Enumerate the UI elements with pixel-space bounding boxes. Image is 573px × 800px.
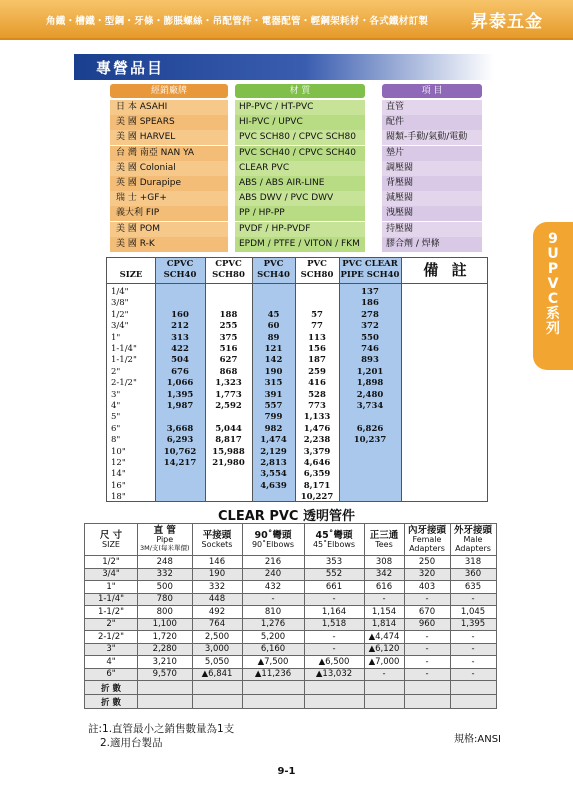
fittings-size-cell: 3" (85, 643, 138, 656)
fittings-value-cell: 9,570 (138, 668, 193, 681)
fittings-header-zh: 正三通 (369, 529, 399, 541)
fittings-value-cell: - (404, 631, 450, 644)
fittings-size-cell: 6" (85, 668, 138, 681)
fittings-header-cell (242, 524, 304, 556)
fittings-size-cell: 1-1/2" (85, 606, 138, 619)
fittings-value-cell: - (450, 668, 496, 681)
fittings-value-cell: ▲7,500 (242, 656, 304, 669)
pipe-value-cell: 156 (308, 344, 326, 354)
clear-pvc-fittings-table (84, 523, 497, 709)
pipe-value-cell: 1,987 (166, 401, 194, 411)
fittings-value-cell: 616 (364, 581, 404, 594)
material-cell: CLEAR PVC (235, 161, 365, 176)
pipe-column-header-line1: CPVC (215, 259, 242, 269)
pipe-size-cell: 6" (111, 423, 121, 434)
fittings-value-cell: 635 (450, 581, 496, 594)
brand-cell: 美 國 R-K (110, 237, 228, 252)
pipe-value-cell: 391 (264, 389, 283, 400)
notes (88, 722, 234, 750)
pipe-value-cell: 893 (361, 355, 379, 366)
fittings-value-cell: 2,280 (138, 643, 193, 656)
pipe-value-cell: 528 (308, 389, 326, 400)
item-cell: 持壓閥 (382, 222, 482, 237)
fittings-header-cell (450, 524, 496, 556)
chapter-side-tab (533, 222, 573, 370)
pipe-column-header (339, 258, 401, 283)
pipe-value-cell: 1,323 (215, 378, 242, 389)
fittings-value-cell: 1,164 (304, 606, 364, 619)
pipe-value-cell: 137 (361, 287, 379, 297)
fittings-value-cell: ▲6,500 (304, 656, 364, 669)
section-title-text: 專營品目 (96, 59, 165, 77)
pipe-value-cell: 372 (361, 321, 379, 332)
fittings-header-zh: 尺 寸 (99, 529, 123, 541)
fittings-value-cell: - (364, 593, 404, 606)
fittings-value-cell: 1,395 (450, 618, 496, 631)
fittings-value-cell: 308 (364, 556, 404, 569)
item-cell: 減壓閥 (382, 191, 482, 206)
fittings-row (85, 581, 497, 594)
fittings-discount-cell (364, 681, 404, 695)
pipe-size-cell: 5" (111, 412, 121, 423)
pipe-column-header-line2: SCH80 (300, 270, 334, 280)
pipe-grid-line (401, 258, 402, 501)
fittings-row (85, 668, 497, 681)
fittings-discount-cell (138, 681, 193, 695)
fittings-value-cell: - (404, 656, 450, 669)
fittings-header-zh: 平接頭 (202, 529, 232, 541)
fittings-value-cell: 2,500 (192, 631, 242, 644)
pipe-size-cell: 1/4" (111, 287, 129, 297)
item-cell: 閥類-手動/氣動/電動 (382, 130, 482, 145)
fittings-value-cell: 1,154 (364, 606, 404, 619)
pipe-size-cell: 10" (111, 446, 126, 457)
fittings-value-cell: 190 (192, 568, 242, 581)
pipe-value-cell: 21,980 (212, 458, 245, 468)
chapter-side-tab-text: 9 U PVC 系列 (546, 231, 560, 337)
pipe-value-cell: 1,898 (356, 378, 384, 389)
spec-label: 規格:ANSI (454, 734, 501, 745)
brand-name: 昇泰五金 (471, 12, 543, 32)
pipe-value-cell: 5,044 (215, 423, 242, 434)
item-cell: 配件 (382, 115, 482, 130)
pipe-size-cell: 16" (111, 480, 126, 491)
fittings-value-cell: 353 (304, 556, 364, 569)
pipe-value-cell: 2,592 (215, 401, 242, 411)
fittings-discount-cell (304, 681, 364, 695)
fittings-discount-cell (242, 695, 304, 709)
fittings-value-cell: - (450, 643, 496, 656)
pipe-value-cell: 3,379 (303, 446, 331, 457)
pipe-value-cell: 60 (267, 321, 280, 332)
pipe-value-cell: 212 (171, 321, 189, 332)
pipe-column-header-line1: PVC (307, 259, 327, 269)
fittings-value-cell: 250 (404, 556, 450, 569)
pipe-value-cell: 45 (267, 309, 280, 320)
pipe-value-cell: 868 (219, 366, 238, 377)
material-cell: ABS DWV / PVC DWV (235, 191, 365, 206)
fittings-header-zh: 90˚彎頭 (254, 529, 292, 541)
fittings-discount-cell (450, 681, 496, 695)
pipe-value-cell: 627 (219, 355, 238, 366)
fittings-discount-label: 折 數 (85, 681, 138, 695)
pipe-column-header-line2: SCH40 (163, 270, 197, 280)
pipe-price-table (106, 257, 488, 502)
fittings-size-cell: 2" (85, 618, 138, 631)
fittings-discount-cell (364, 695, 404, 709)
fittings-value-cell: - (304, 631, 364, 644)
fittings-header-zh: 直 管 (153, 525, 176, 536)
brand-cell: 美 國 Colonial (110, 161, 228, 176)
material-cell: PP / HP-PP (235, 206, 365, 221)
brand-cell: 台 灣 南亞 NAN YA (110, 146, 228, 161)
pipe-size-cell: 1" (111, 332, 121, 343)
item-cell: 背壓閥 (382, 176, 482, 191)
pipe-value-cell: 2,129 (260, 446, 287, 457)
pipe-size-cell: 3" (111, 389, 121, 400)
pipe-value-cell: 315 (264, 378, 283, 389)
pipe-value-cell: 188 (219, 309, 238, 320)
brand-cell: 美 國 POM (110, 222, 228, 237)
pipe-size-cell: 14" (111, 469, 126, 480)
fittings-value-cell: 432 (242, 581, 304, 594)
fittings-value-cell: 5,050 (192, 656, 242, 669)
clear-pvc-title: CLEAR PVC 透明管件 (218, 509, 355, 524)
fittings-header-en: Tees (375, 539, 393, 549)
fittings-value-cell: 780 (138, 593, 193, 606)
pipe-column-header-line2: SCH40 (257, 270, 290, 280)
pipe-value-cell: 57 (311, 309, 323, 320)
fittings-value-cell: - (304, 643, 364, 656)
material-cell: PVC SCH40 / CPVC SCH40 (235, 146, 365, 161)
fittings-value-cell: 670 (404, 606, 450, 619)
item-cell: 洩壓閥 (382, 206, 482, 221)
fittings-value-cell: - (242, 593, 304, 606)
fittings-value-cell: 240 (242, 568, 304, 581)
fittings-value-cell: 1,276 (242, 618, 304, 631)
fittings-header-sub: Adapters (409, 544, 445, 553)
fittings-value-cell: ▲11,236 (242, 668, 304, 681)
item-cell: 直管 (382, 100, 482, 115)
pipe-size-cell: 2" (111, 366, 121, 377)
fittings-value-cell: - (450, 593, 496, 606)
pipe-value-cell: 187 (308, 355, 326, 366)
pipe-size-cell: 1/2" (111, 309, 129, 320)
material-cell: HP-PVC / HT-PVC (235, 100, 365, 115)
pipe-size-cell: 4" (111, 401, 121, 411)
pipe-value-cell: 516 (219, 344, 238, 354)
pipe-value-cell: 15,988 (212, 446, 245, 457)
pipe-column-header-line1: PVC (263, 259, 284, 269)
item-cell: 墊片 (382, 146, 482, 161)
material-cell: ABS / ABS AIR-LINE (235, 176, 365, 191)
pipe-size-cell: 3/8" (111, 298, 129, 309)
pipe-value-cell: 422 (171, 344, 189, 354)
fittings-value-cell: 448 (192, 593, 242, 606)
material-cell: PVDF / HP-PVDF (235, 222, 365, 237)
fittings-value-cell: 1,518 (304, 618, 364, 631)
fittings-header-zh: 45˚彎頭 (315, 529, 353, 541)
pipe-size-cell: 18" (111, 492, 126, 503)
fittings-value-cell: 661 (304, 581, 364, 594)
fittings-row (85, 643, 497, 656)
pipe-size-cell: 1-1/4" (111, 344, 137, 354)
section-title (74, 54, 494, 80)
fittings-discount-cell (192, 695, 242, 709)
pipe-value-cell: 1,395 (166, 389, 194, 400)
fittings-value-cell: 320 (404, 568, 450, 581)
fittings-discount-row (85, 681, 497, 695)
fittings-row (85, 568, 497, 581)
fittings-discount-cell (404, 695, 450, 709)
note-line-1: 註:1.直管最小之銷售數量為1支 (88, 723, 235, 735)
pipe-value-cell: 676 (171, 366, 189, 377)
pipe-value-cell: 773 (308, 401, 326, 411)
fittings-value-cell: - (450, 631, 496, 644)
fittings-value-cell: 6,160 (242, 643, 304, 656)
pipe-value-cell: 416 (308, 378, 326, 389)
fittings-header-cell (364, 524, 404, 556)
pipe-size-cell: 2-1/2" (111, 378, 137, 389)
item-cell: 調壓閥 (382, 161, 482, 176)
pipe-value-cell: 190 (264, 366, 283, 377)
pipe-value-cell: 6,359 (303, 469, 331, 480)
fittings-value-cell: 360 (450, 568, 496, 581)
fittings-discount-label: 折 數 (85, 695, 138, 709)
fittings-header-cell (192, 524, 242, 556)
pipe-value-cell: 89 (267, 332, 280, 343)
pipe-value-cell: 4,639 (260, 480, 287, 491)
fittings-header-en: Female (412, 535, 442, 544)
pipe-value-cell: 4,646 (303, 458, 331, 468)
fittings-value-cell: ▲6,841 (192, 668, 242, 681)
pipe-value-cell: 6,826 (356, 423, 384, 434)
fittings-header-cell (85, 524, 138, 556)
fittings-value-cell: 5,200 (242, 631, 304, 644)
fittings-value-cell: ▲6,120 (364, 643, 404, 656)
fittings-discount-cell (304, 695, 364, 709)
fittings-value-cell: 332 (192, 581, 242, 594)
brand-table-header: 材 質 (235, 84, 365, 98)
page-number: 9-1 (277, 766, 296, 777)
pipe-column-header (252, 258, 295, 283)
pipe-column-header-line2: PIPE SCH40 (340, 270, 400, 280)
fittings-header-en: Sockets (201, 539, 233, 549)
pipe-column-header (295, 258, 339, 283)
pipe-header-rule (107, 283, 487, 284)
fittings-header-row (85, 524, 497, 556)
top-banner (0, 0, 573, 40)
pipe-value-cell: 6,293 (166, 435, 194, 446)
fittings-row (85, 606, 497, 619)
fittings-row (85, 656, 497, 669)
material-cell: HI-PVC / UPVC (235, 115, 365, 130)
pipe-value-cell: 10,227 (300, 492, 334, 503)
fittings-header-zh: 外牙接頭 (454, 525, 493, 536)
pipe-value-cell: 3,554 (260, 469, 287, 480)
pipe-value-cell: 10,762 (163, 446, 197, 457)
fittings-header-cell (304, 524, 364, 556)
fittings-value-cell: - (304, 593, 364, 606)
pipe-value-cell: 504 (171, 355, 189, 366)
fittings-discount-cell (404, 681, 450, 695)
pipe-value-cell: 77 (311, 321, 323, 332)
pipe-value-cell: 1,474 (260, 435, 287, 446)
fittings-discount-cell (192, 681, 242, 695)
fittings-value-cell: 800 (138, 606, 193, 619)
material-cell: PVC SCH80 / CPVC SCH80 (235, 130, 365, 145)
fittings-header-cell (138, 524, 193, 556)
pipe-value-cell: 746 (361, 344, 379, 354)
pipe-size-cell: 8" (111, 435, 121, 446)
pipe-column-header-line1: CPVC (166, 259, 194, 269)
fittings-value-cell: 3,000 (192, 643, 242, 656)
fittings-value-cell: - (404, 643, 450, 656)
pipe-value-cell: 3,734 (356, 401, 384, 411)
brand-cell: 英 國 Durapipe (110, 176, 228, 191)
fittings-value-cell: 1,100 (138, 618, 193, 631)
pipe-value-cell: 160 (171, 309, 189, 320)
pipe-size-cell: 3/4" (111, 321, 129, 332)
pipe-value-cell: 1,133 (303, 412, 331, 423)
fittings-value-cell: 492 (192, 606, 242, 619)
fittings-value-cell: ▲4,474 (364, 631, 404, 644)
brand-table-header: 經銷廠牌 (110, 84, 228, 98)
fittings-value-cell: 248 (138, 556, 193, 569)
item-cell: 膠合劑 / 焊條 (382, 237, 482, 252)
brand-cell: 美 國 HARVEL (110, 130, 228, 145)
fittings-header-sub: 3M/支(每米單價) (140, 544, 190, 552)
fittings-value-cell: 216 (242, 556, 304, 569)
pipe-value-cell: 799 (264, 412, 283, 423)
brand-cell: 瑞 士 +GF+ (110, 191, 228, 206)
fittings-row (85, 593, 497, 606)
pipe-value-cell: 982 (264, 423, 283, 434)
fittings-row (85, 631, 497, 644)
fittings-discount-cell (450, 695, 496, 709)
fittings-header-sub: Adapters (455, 544, 491, 553)
pipe-value-cell: 557 (264, 401, 283, 411)
pipe-value-cell: 375 (219, 332, 238, 343)
pipe-remark-header: 備 註 (423, 261, 471, 279)
fittings-header-en: Pipe (156, 535, 174, 544)
fittings-value-cell: ▲13,032 (304, 668, 364, 681)
fittings-value-cell: 1,045 (450, 606, 496, 619)
pipe-value-cell: 121 (264, 344, 283, 354)
pipe-value-cell: 113 (308, 332, 326, 343)
fittings-value-cell: - (450, 656, 496, 669)
fittings-discount-cell (242, 681, 304, 695)
pipe-value-cell: 1,476 (303, 423, 331, 434)
pipe-value-cell: 2,238 (303, 435, 331, 446)
pipe-value-cell: 10,237 (353, 435, 387, 446)
fittings-size-cell: 1/2" (85, 556, 138, 569)
fittings-value-cell: 403 (404, 581, 450, 594)
fittings-value-cell: ▲7,000 (364, 656, 404, 669)
fittings-header-zh: 內牙接頭 (408, 525, 447, 536)
fittings-value-cell: 318 (450, 556, 496, 569)
fittings-value-cell: 500 (138, 581, 193, 594)
fittings-header-en: 45˚Elbows (312, 539, 356, 549)
brand-cell: 美 國 SPEARS (110, 115, 228, 130)
fittings-value-cell: 1,814 (364, 618, 404, 631)
brand-table-header: 項 目 (382, 84, 482, 98)
fittings-header-en: SIZE (102, 539, 120, 549)
fittings-value-cell: 332 (138, 568, 193, 581)
fittings-discount-row (85, 695, 497, 709)
fittings-value-cell: - (364, 668, 404, 681)
pipe-value-cell: 550 (361, 332, 379, 343)
fittings-value-cell: - (404, 593, 450, 606)
fittings-value-cell: 146 (192, 556, 242, 569)
pipe-value-cell: 255 (219, 321, 238, 332)
pipe-value-cell: 8,171 (303, 480, 331, 491)
pipe-value-cell: 1,773 (215, 389, 242, 400)
fittings-size-cell: 3/4" (85, 568, 138, 581)
pipe-value-cell: 2,813 (260, 458, 287, 468)
pipe-value-cell: 8,817 (215, 435, 242, 446)
pipe-column-header-line2: SCH80 (212, 270, 245, 280)
pipe-column-header-line1: PVC CLEAR (342, 259, 398, 269)
fittings-value-cell: 552 (304, 568, 364, 581)
fittings-header-cell (404, 524, 450, 556)
fittings-value-cell: 960 (404, 618, 450, 631)
fittings-value-cell: 1,720 (138, 631, 193, 644)
brand-cell: 日 本 ASAHI (110, 100, 228, 115)
pipe-value-cell: 313 (171, 332, 189, 343)
note-line-2: 2.適用台製品 (100, 737, 163, 749)
pipe-size-cell: 1-1/2" (111, 355, 137, 366)
fittings-size-cell: 1" (85, 581, 138, 594)
pipe-column-header (205, 258, 252, 283)
pipe-value-cell: 259 (308, 366, 326, 377)
fittings-row (85, 618, 497, 631)
fittings-discount-cell (138, 695, 193, 709)
fittings-size-cell: 1-1/4" (85, 593, 138, 606)
category-list: 角鐵・槽鐵・型鋼・牙條・膨脹螺絲・吊配管件・電器配管・輕鋼架耗材・各式鐵材訂製 (46, 16, 429, 27)
pipe-size-cell: 12" (111, 458, 126, 468)
material-cell: EPDM / PTFE / VITON / FKM (235, 237, 365, 252)
pipe-value-cell: 2,480 (356, 389, 384, 400)
fittings-size-cell: 2-1/2" (85, 631, 138, 644)
pipe-value-cell: 186 (361, 298, 379, 309)
pipe-value-cell: 142 (264, 355, 283, 366)
pipe-value-cell: 14,217 (163, 458, 197, 468)
fittings-header-en: Male (463, 535, 483, 544)
fittings-size-cell: 4" (85, 656, 138, 669)
pipe-value-cell: 1,066 (166, 378, 194, 389)
fittings-row (85, 556, 497, 569)
pipe-value-cell: 278 (361, 309, 379, 320)
pipe-size-header: SIZE (119, 270, 143, 280)
fittings-value-cell: 342 (364, 568, 404, 581)
fittings-header-en: 90˚Elbows (251, 539, 295, 549)
fittings-value-cell: 764 (192, 618, 242, 631)
pipe-value-cell: 3,668 (166, 423, 194, 434)
pipe-value-cell: 1,201 (356, 366, 384, 377)
fittings-value-cell: - (404, 668, 450, 681)
fittings-value-cell: 810 (242, 606, 304, 619)
pipe-column-header (155, 258, 205, 283)
brand-cell: 義大利 FIP (110, 206, 228, 221)
fittings-value-cell: 3,210 (138, 656, 193, 669)
